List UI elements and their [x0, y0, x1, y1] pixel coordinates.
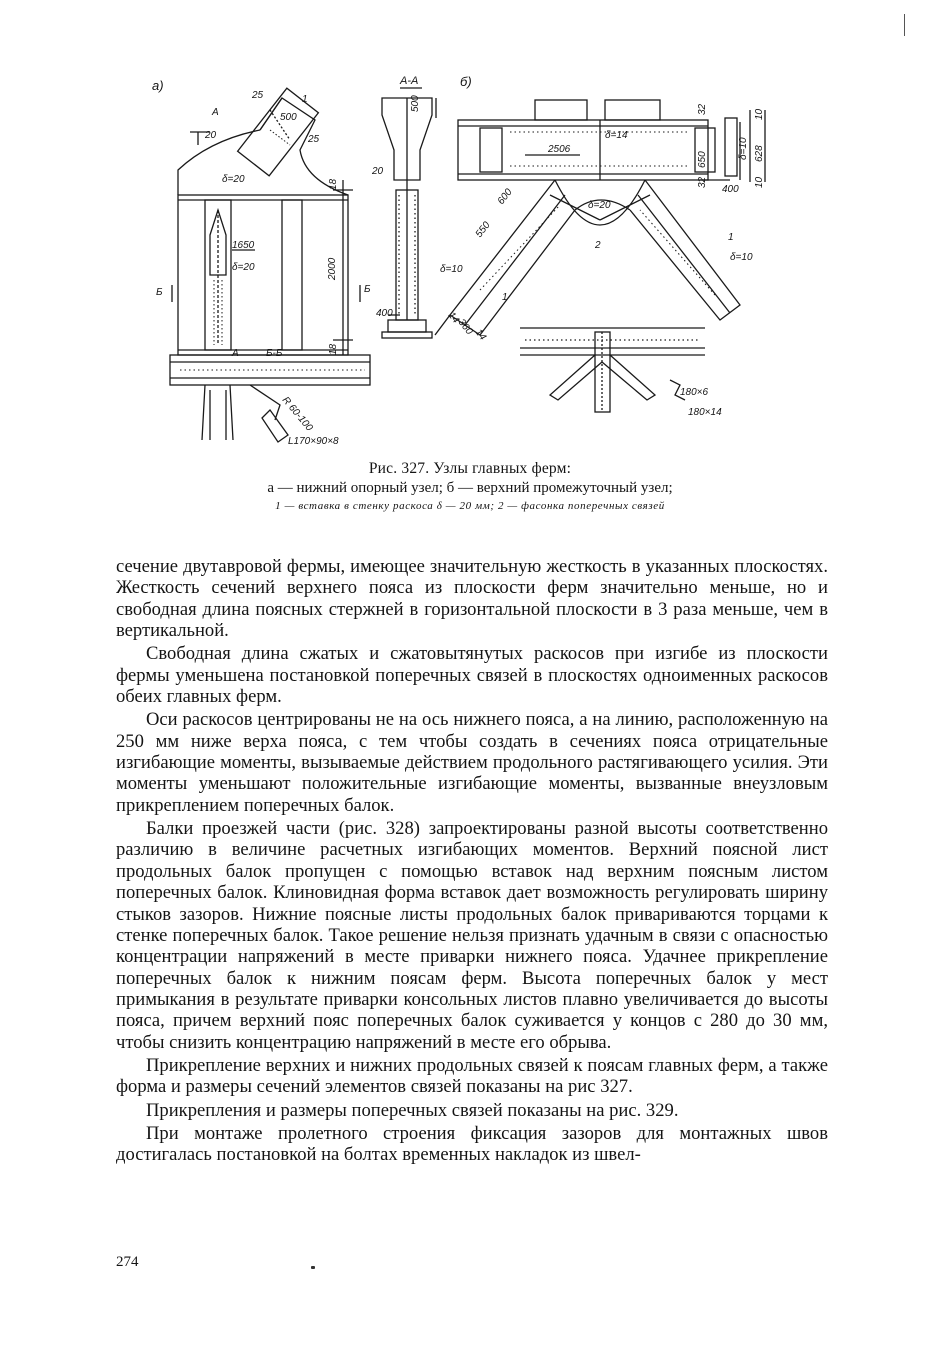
dim-label: δ=14 — [605, 130, 628, 141]
figure-327 — [150, 70, 780, 455]
dim-label: 550 — [473, 219, 493, 240]
paragraph: Оси раскосов центрированы не на ось нижнего пояса, а на линию, расположенную на 250 мм ниже верха пояса, с тем чтобы создать в сечениях пояса отрицательные изгибающие моменты, вызываемые действием продольного растягивающего усилия. Эти моменты уменьшают положительные изгибающие моменты, вызванные внеузловым прикреплением поперечных балок. — [116, 709, 828, 816]
dim-label: 1 — [728, 232, 734, 243]
dim-label: δ=10 — [440, 264, 463, 275]
panel-b-drawing — [435, 100, 765, 335]
scan-mark — [904, 14, 905, 36]
dim-label: 10 — [754, 108, 765, 120]
dim-label: A — [212, 107, 219, 118]
dim-label: δ=20 — [588, 200, 611, 211]
dim-label: 628 — [754, 145, 765, 162]
dim-label: 10 — [754, 176, 765, 188]
dim-label: 600 — [495, 186, 515, 207]
dim-label: δ=10 — [738, 137, 749, 160]
dim-label: 500 — [280, 112, 297, 123]
body-text — [116, 556, 828, 1166]
paragraph: сечение двутавровой фермы, имеющее значительную жесткость в указанных плоскостях. Жесткость сечений верхнего пояса из плоскости ферм значительно меньше, но и свободная длина поясных стержней в горизонтальной плоскости в 3 раза меньше, чем в вертикальной. — [116, 556, 828, 642]
dim-label: 20 — [205, 130, 217, 141]
dim-label: 14 — [445, 310, 462, 326]
dim-label: δ=20 — [232, 262, 255, 273]
dim-label: 180×6 — [680, 387, 709, 398]
dim-label: 25 — [308, 134, 320, 145]
panel-a-drawing — [170, 88, 370, 442]
dim-label: 25 — [252, 90, 264, 101]
paragraph: Свободная длина сжатых и сжатовытянутых раскосов при изгибе из плоскости фермы уменьшена постановкой поперечных связей в плоскостях одноименных раскосов обеих главных ферм. — [116, 643, 828, 708]
paragraph: Балки проезжей части (рис. 328) запроектированы разной высоты соответственно различию в величине расчетных изгибающих моментов. Верхний поясной лист продольных балок пропущен с помощью вставок над верхним поясным листом поперечных балок. Клиновидная форма вставок дает возможность регулировать ширину стыков зазоров. Нижние поясные листы продольных балок привариваются торцами к стенке поперечных балок. Такое решение нельзя признать удачным в связи с опасностью концентрации напряжений в месте приварки нижнего пояса. Удачнее прикрепление поперечных балок к нижним поясам ферм. Высота поперечных балок у мест примыкания в результате приварки консольных листов плавно увеличивается до высоты пояса, причем верхний пояс поперечных балок суживается у концов с 280 до 30 мм, чтобы снизить концентрацию напряжений в месте его обрыва. — [116, 818, 828, 1053]
caption-legend: а — нижний опорный узел; б — верхний промежуточный узел; — [267, 480, 673, 496]
dim-label: 2506 — [548, 144, 571, 155]
dim-label: L170×90×8 — [288, 436, 339, 447]
caption-notes: 1 — вставка в стенку раскоса δ — 20 мм; 2 — фасонка поперечных связей — [275, 500, 665, 512]
dim-label: δ=20 — [222, 174, 245, 185]
section-aa-label: А-А — [400, 75, 419, 87]
dim-label: 360 — [455, 317, 475, 337]
dim-label: 500 — [410, 95, 421, 112]
dim-label: 18 — [328, 343, 339, 355]
page-number: 274 — [116, 1254, 139, 1270]
dim-label: 14 — [472, 327, 489, 343]
panel-a-label: a) — [152, 78, 164, 93]
dim-label: R 60-100 — [279, 394, 315, 434]
paragraph: Прикрепления и размеры поперечных связей показаны на рис. 329. — [146, 1099, 679, 1121]
dim-label: 1650 — [232, 240, 255, 251]
dim-label: 650 — [697, 151, 708, 168]
caption-title: Рис. 327. Узлы главных ферм: — [368, 460, 572, 477]
section-aa-drawing — [382, 88, 436, 338]
scan-speck — [311, 1266, 315, 1269]
inset-plan-drawing — [520, 328, 705, 412]
dim-label: 1 — [302, 94, 308, 105]
dim-label: 20 — [372, 166, 384, 177]
dim-label: 400 — [722, 184, 739, 195]
dim-label: δ=10 — [730, 252, 753, 263]
dim-label: 32 — [697, 103, 708, 115]
truss-nodes-drawing — [150, 70, 780, 455]
dim-label: Б — [156, 287, 163, 298]
dim-label: Б — [364, 284, 371, 295]
dim-label: А — [232, 348, 239, 359]
dim-label: 1 — [502, 292, 508, 303]
dim-label: 180×14 — [688, 407, 722, 418]
dim-label: 400 — [376, 308, 393, 319]
dim-label: 32 — [697, 176, 708, 188]
dim-label: Б-Б — [266, 348, 283, 359]
dim-label: 18 — [328, 178, 339, 190]
paragraph: Прикрепление верхних и нижних продольных связей к поясам главных ферм, а также форма и размеры сечений элементов связей показаны на рис 327. — [116, 1054, 828, 1098]
dim-label: 2000 — [327, 257, 338, 280]
paragraph: При монтаже пролетного строения фиксация зазоров для монтажных швов достигалась постановкой на болтах временных накладок из швел- — [116, 1122, 828, 1166]
dim-label: 2 — [595, 240, 601, 251]
figure-caption — [180, 460, 760, 512]
panel-b-label: б) — [460, 74, 472, 89]
